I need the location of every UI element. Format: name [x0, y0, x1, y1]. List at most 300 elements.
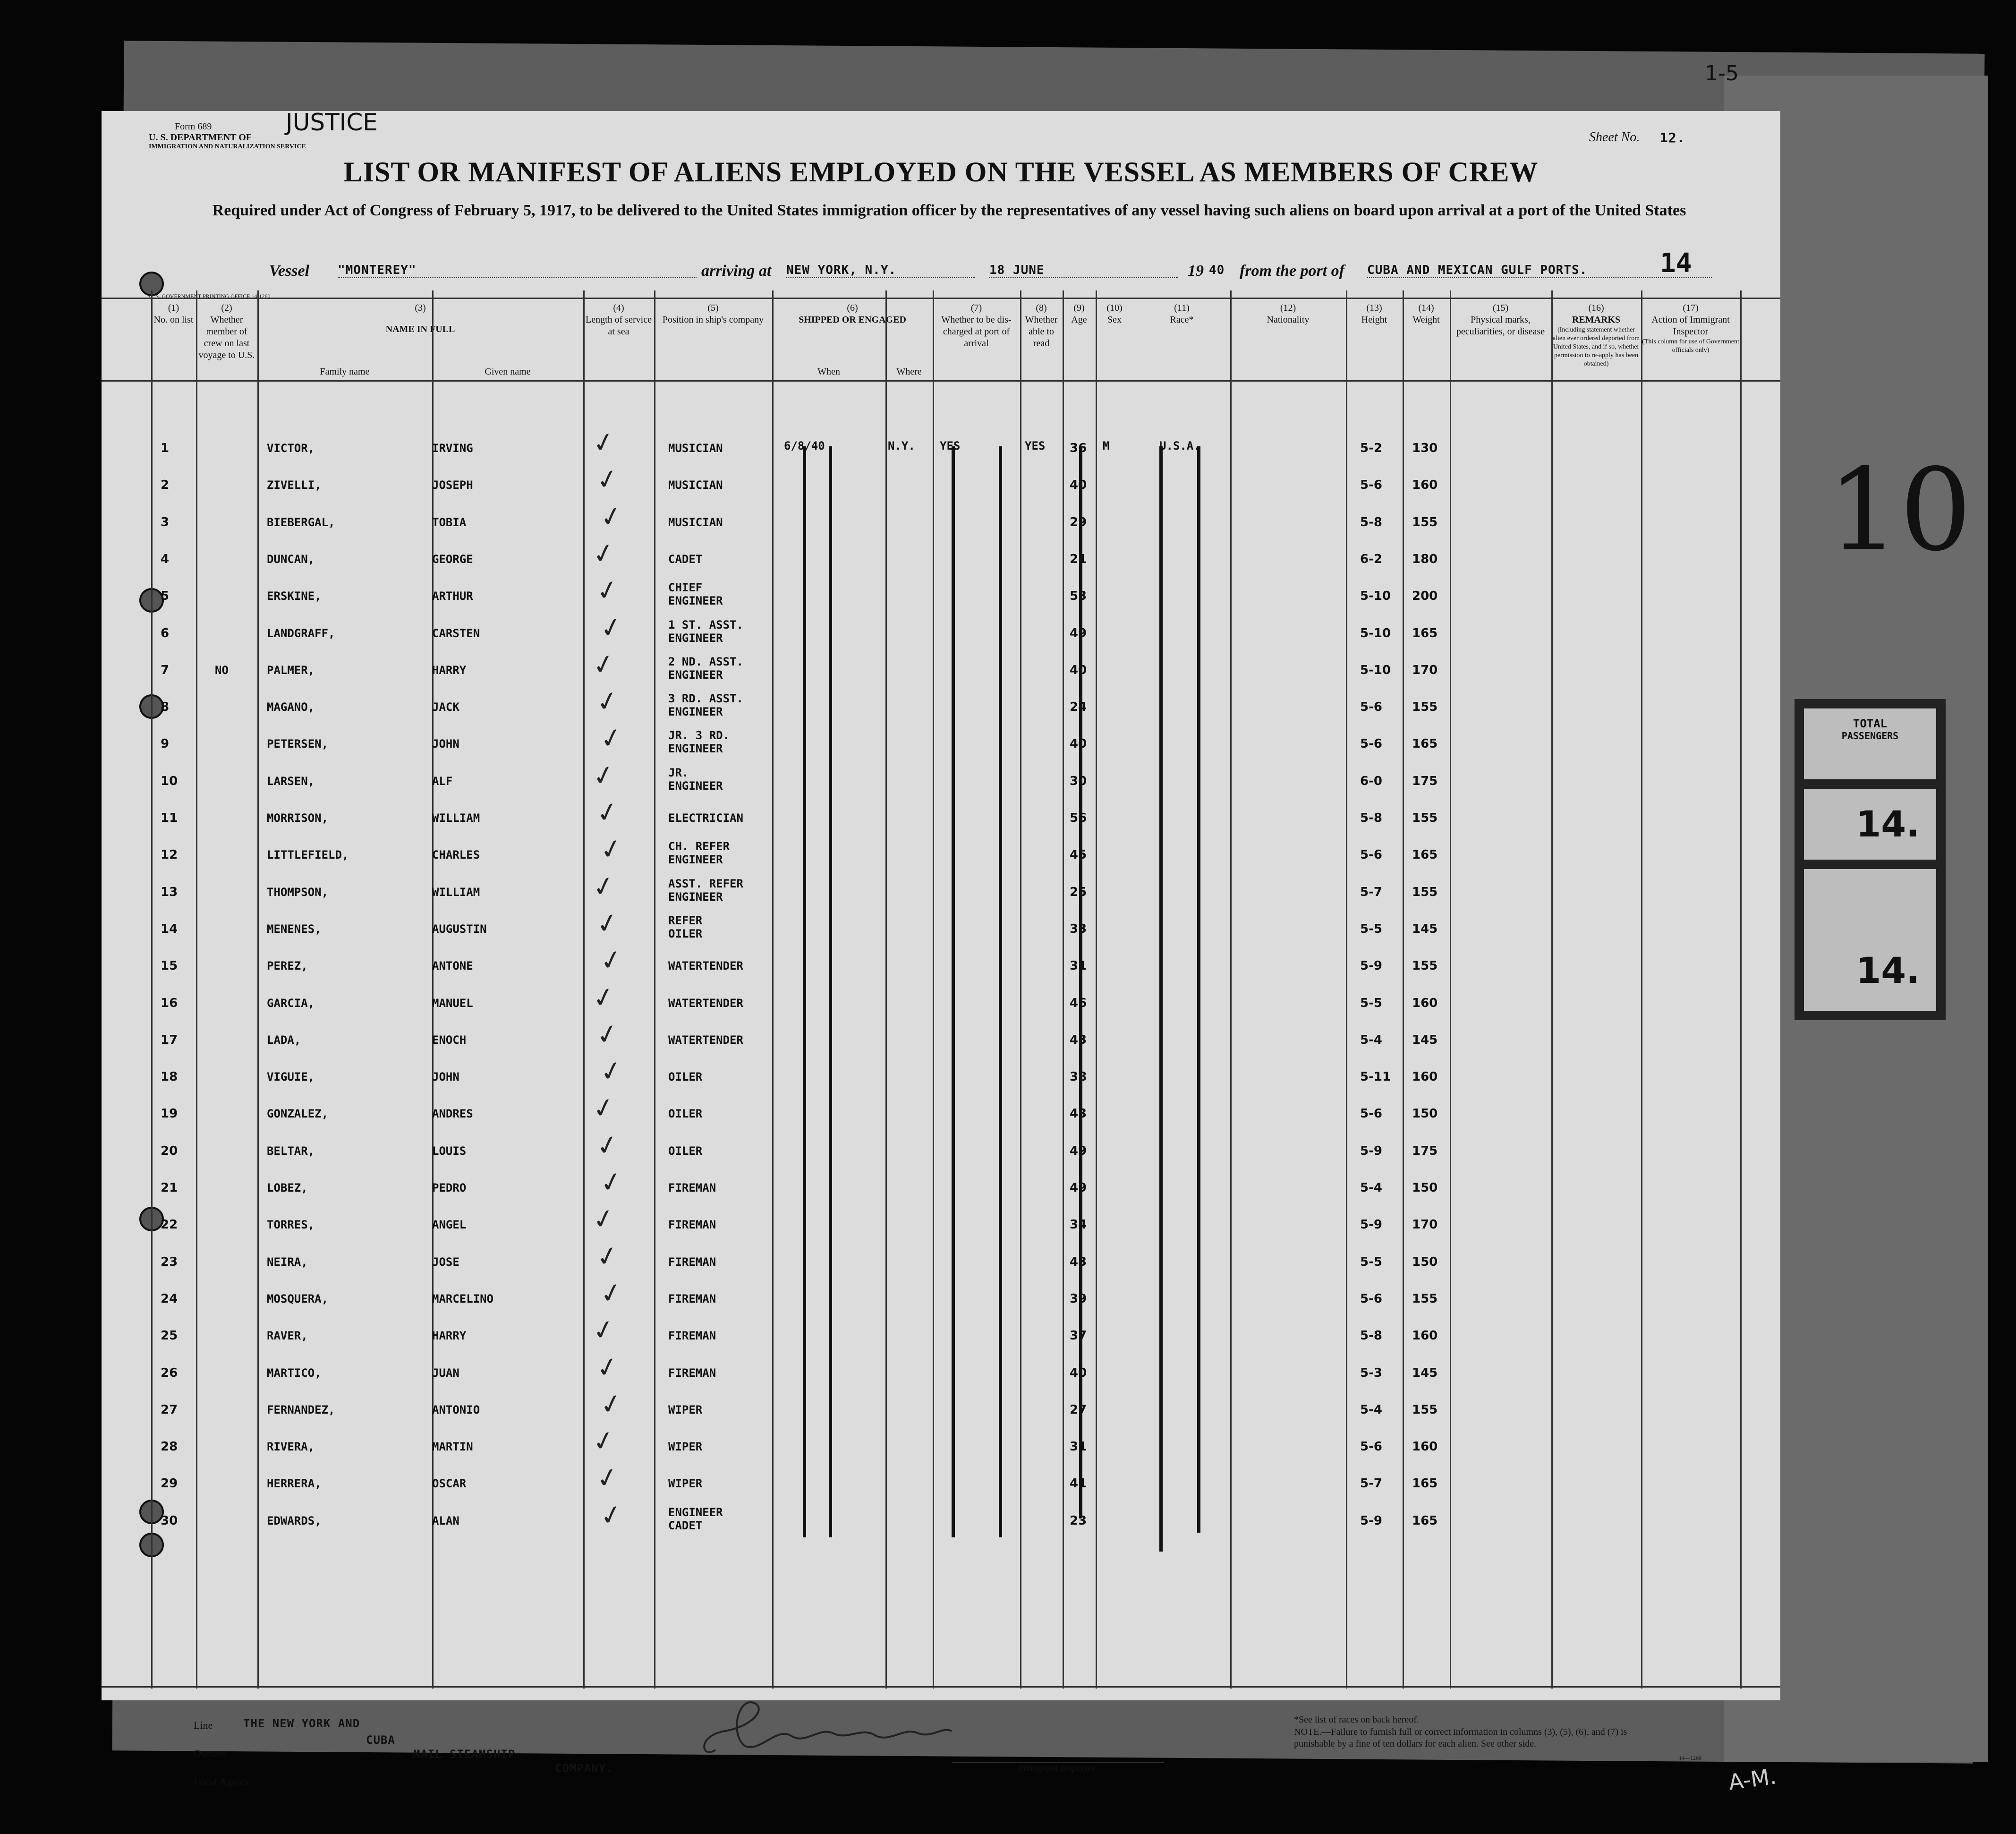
crew-position-line1: WIPER [668, 1403, 703, 1416]
line-value-2: CUBA [366, 1733, 395, 1747]
crew-row [102, 610, 1780, 665]
crew-position [668, 1403, 702, 1416]
crew-position [668, 1070, 702, 1083]
crew-weight: 155 [1412, 515, 1438, 529]
crew-family-name: FERNANDEZ, [267, 1403, 335, 1416]
crew-position [668, 914, 702, 940]
discharged-value: YES [940, 439, 961, 452]
crew-position [668, 1181, 716, 1194]
crew-position-line1: ASST. REFER [668, 877, 743, 890]
crew-family-name: BELTAR, [267, 1144, 315, 1158]
vessel-name: "MONTEREY" [338, 263, 697, 278]
crew-row [102, 1424, 1780, 1478]
col-header-no: (1) No. on list [153, 303, 194, 325]
crew-number: 27 [161, 1403, 178, 1417]
crew-number: 22 [161, 1218, 178, 1232]
crew-position-line1: 3 RD. ASST. [668, 692, 743, 705]
crew-position-line1: FIREMAN [668, 1329, 716, 1342]
crew-weight: 155 [1412, 700, 1438, 714]
tag-count-2: 14. [1804, 940, 1936, 1011]
shipped-when: 6/8/40 [784, 439, 825, 452]
crew-family-name: TORRES, [267, 1218, 315, 1231]
printing-office: U. S. GOVERNMENT PRINTING OFFICE 14-1260 [149, 293, 271, 299]
crew-age: 23 [1070, 1514, 1087, 1528]
crew-height: 5-4 [1360, 1181, 1382, 1195]
crew-age: 30 [1070, 774, 1087, 788]
crew-position [668, 1477, 702, 1490]
crew-age: 31 [1070, 1440, 1087, 1454]
crew-number: 2 [161, 478, 170, 492]
col-header-race: (11) Race* [1170, 303, 1194, 325]
crew-position [668, 766, 723, 793]
crew-position-line1: FIREMAN [668, 1218, 716, 1231]
crew-given-name: OSCAR [432, 1477, 467, 1490]
col-header-shipped: (6) SHIPPED OR ENGAGED [799, 303, 906, 325]
crew-number: 15 [161, 959, 178, 973]
crew-position-line1: MUSICIAN [668, 442, 723, 455]
crew-height: 5-9 [1360, 1218, 1382, 1232]
crew-height: 5-6 [1360, 848, 1382, 862]
service-checkmark-icon: ✓ [593, 684, 622, 719]
service-checkmark-icon: ✓ [589, 758, 618, 793]
crew-age: 40 [1070, 737, 1087, 751]
shipped-where: N.Y. [888, 439, 915, 452]
col-header-discharged: (7) Whether to be dis-charged at port of arrival [941, 303, 1012, 349]
form-number: Form 689 [175, 121, 212, 132]
crew-age: 21 [1070, 552, 1087, 566]
crew-given-name: JOSEPH [432, 478, 473, 492]
crew-height: 5-6 [1360, 1440, 1382, 1454]
crew-number: 30 [161, 1514, 178, 1528]
crew-weight: 155 [1412, 1403, 1438, 1417]
crew-weight: 160 [1412, 996, 1438, 1010]
header-bottom-rule [102, 380, 1780, 382]
crew-position-line1: FIREMAN [668, 1292, 716, 1305]
crew-row [102, 1091, 1780, 1145]
crew-age: 49 [1070, 626, 1087, 640]
crew-weight: 180 [1412, 552, 1438, 566]
service-checkmark-icon: ✓ [589, 1424, 618, 1459]
crew-family-name: MAGANO, [267, 700, 315, 714]
header-top-rule [102, 298, 1780, 299]
crew-height: 5-11 [1360, 1070, 1391, 1084]
read-value: YES [1025, 439, 1046, 452]
crew-weight: 165 [1412, 1476, 1438, 1491]
department-handwritten: JUSTICE [286, 109, 378, 136]
crew-row [102, 573, 1780, 627]
crew-weight: 130 [1412, 441, 1438, 455]
crew-weight: 200 [1412, 589, 1438, 603]
crew-position-line1: 2 ND. ASST. [668, 655, 743, 668]
crew-position-line1: ELECTRICIAN [668, 811, 743, 825]
service-checkmark-icon: ✓ [589, 647, 618, 682]
crew-age: 41 [1070, 1476, 1087, 1491]
service-checkmark-icon: ✓ [597, 499, 626, 535]
crew-row [102, 943, 1780, 997]
service-checkmark-icon: ✓ [589, 980, 618, 1015]
crew-family-name: EDWARDS, [267, 1514, 322, 1527]
bottom-mark: A-M. [1727, 1763, 1778, 1795]
crew-number: 19 [161, 1107, 178, 1121]
crew-age: 45 [1070, 848, 1087, 862]
service-checkmark-icon: ✓ [597, 1165, 626, 1200]
crew-position [668, 959, 743, 972]
arriving-label: arriving at [701, 262, 772, 280]
crew-given-name: ANGEL [432, 1218, 467, 1231]
crew-row [102, 425, 1780, 479]
service-checkmark-icon: ✓ [597, 832, 626, 867]
crew-height: 5-7 [1360, 1476, 1382, 1491]
crew-weight: 145 [1412, 1366, 1438, 1380]
col-header-inspector-action: (17) Action of Immigrant Inspector (This column for use of Government officials only) [1642, 303, 1739, 354]
crew-given-name: TOBIA [432, 516, 467, 529]
inspector-label: Immigrant Inspector. [952, 1762, 1164, 1774]
crew-position-line1: JR. [668, 766, 689, 779]
crew-number: 24 [161, 1292, 178, 1306]
crew-number: 1 [161, 441, 170, 455]
crew-position-line2: ENGINEER [668, 779, 723, 793]
col-header-name: (3) NAME IN FULL [385, 303, 455, 334]
crew-given-name: WILLIAM [432, 811, 480, 825]
crew-given-name: ANTONE [432, 959, 473, 972]
service-checkmark-icon: ✓ [593, 1239, 622, 1274]
crew-last-voyage: NO [215, 664, 229, 677]
crew-family-name: PALMER, [267, 664, 315, 677]
crew-weight: 165 [1412, 737, 1438, 751]
service-line: IMMIGRATION AND NATURALIZATION SERVICE [149, 143, 306, 150]
service-checkmark-icon: ✓ [593, 1350, 622, 1385]
crew-height: 5-7 [1360, 885, 1382, 899]
crew-position [668, 1329, 716, 1342]
crew-family-name: LARSEN, [267, 775, 315, 788]
crew-weight: 150 [1412, 1107, 1438, 1121]
crew-number: 11 [161, 811, 178, 825]
crew-number: 3 [161, 515, 170, 529]
crew-family-name: PETERSEN, [267, 737, 329, 751]
crew-family-name: LANDGRAFF, [267, 627, 335, 640]
crew-weight: 155 [1412, 885, 1438, 899]
crew-given-name: JACK [432, 700, 459, 714]
crew-family-name: MARTICO, [267, 1366, 322, 1380]
crew-position-line1: FIREMAN [668, 1181, 716, 1194]
crew-row [102, 1239, 1780, 1293]
manifest-sheet [102, 109, 1780, 1788]
owners-label: Owners [194, 1748, 226, 1759]
crew-position-line1: OILER [668, 1070, 703, 1083]
arrival-date: 18 JUNE [989, 263, 1178, 278]
crew-weight: 160 [1412, 1440, 1438, 1454]
crew-number: 29 [161, 1476, 178, 1491]
crew-height: 5-6 [1360, 1292, 1382, 1306]
crew-position-line1: ENGINEER [668, 1506, 723, 1519]
crew-weight: 170 [1412, 663, 1438, 677]
crew-age: 25 [1070, 885, 1087, 899]
crew-height: 5-9 [1360, 1514, 1382, 1528]
crew-age: 43 [1070, 1255, 1087, 1269]
crew-given-name: WILLIAM [432, 886, 480, 899]
crew-height: 5-5 [1360, 922, 1382, 936]
service-checkmark-icon: ✓ [589, 425, 618, 461]
crew-position-line1: WATERTENDER [668, 997, 743, 1010]
crew-position-line1: OILER [668, 1144, 703, 1158]
arrival-year: 40 [1209, 263, 1225, 277]
crew-row [102, 758, 1780, 812]
crew-height: 5-6 [1360, 1107, 1382, 1121]
crew-age: 40 [1070, 1366, 1087, 1380]
crew-position-line1: FIREMAN [668, 1366, 716, 1380]
crew-row [102, 536, 1780, 590]
crew-height: 5-4 [1360, 1033, 1382, 1047]
crew-age: 24 [1070, 700, 1087, 714]
crew-row [102, 1313, 1780, 1367]
crew-weight: 165 [1412, 848, 1438, 862]
crew-age: 43 [1070, 1107, 1087, 1121]
service-checkmark-icon: ✓ [589, 536, 618, 572]
crew-weight: 145 [1412, 1033, 1438, 1047]
crew-position-line1: MUSICIAN [668, 478, 723, 492]
crew-position-line2: OILER [668, 927, 703, 940]
crew-row [102, 1202, 1780, 1256]
crew-position [668, 1218, 716, 1231]
crew-family-name: VICTOR, [267, 442, 315, 455]
crew-weight: 165 [1412, 626, 1438, 640]
crew-position-line1: MUSICIAN [668, 516, 723, 529]
crew-given-name: GEORGE [432, 553, 473, 566]
crew-given-name: MANUEL [432, 997, 473, 1010]
crew-family-name: VIGUIE, [267, 1070, 315, 1083]
crew-row [102, 869, 1780, 923]
document-title: LIST OR MANIFEST OF ALIENS EMPLOYED ON THE VESSEL AS MEMBERS OF CREW [343, 156, 1539, 188]
crew-weight: 150 [1412, 1255, 1438, 1269]
crew-position [668, 1440, 702, 1453]
agents-value: COMPANY. [555, 1762, 613, 1775]
crew-given-name: HARRY [432, 664, 467, 677]
crew-number: 20 [161, 1144, 178, 1158]
service-checkmark-icon: ✓ [593, 573, 622, 608]
crew-age: 29 [1070, 515, 1087, 529]
crew-number: 9 [161, 737, 170, 751]
crew-position [668, 997, 743, 1010]
crew-height: 5-5 [1360, 996, 1382, 1010]
service-checkmark-icon: ✓ [597, 943, 626, 978]
crew-age: 34 [1070, 1218, 1087, 1232]
crew-row [102, 462, 1780, 516]
crew-age: 49 [1070, 1181, 1087, 1195]
crew-row [102, 499, 1780, 554]
crew-position [668, 840, 730, 866]
crew-family-name: MENENES, [267, 922, 322, 936]
service-checkmark-icon: ✓ [597, 1276, 626, 1311]
crew-position [668, 442, 723, 455]
crew-row [102, 1054, 1780, 1108]
crew-row [102, 1387, 1780, 1441]
crew-number: 8 [161, 700, 170, 714]
crew-family-name: RAVER, [267, 1329, 308, 1342]
crew-family-name: MOSQUERA, [267, 1292, 329, 1305]
inspector-signature [697, 1698, 961, 1769]
col-header-age: (9) Age [1071, 303, 1087, 325]
fine-note: NOTE.—Failure to furnish full or correct information in columns (3), (5), (6), and (7) is punishable by a fine of ten dollars for each alien. See other side. [1294, 1727, 1627, 1749]
crew-height: 5-3 [1360, 1366, 1382, 1380]
crew-position-line1: FIREMAN [668, 1255, 716, 1269]
crew-height: 5-10 [1360, 626, 1391, 640]
crew-age: 37 [1070, 1329, 1087, 1343]
crew-given-name: LOUIS [432, 1144, 467, 1158]
crew-weight: 160 [1412, 1070, 1438, 1084]
crew-position [668, 655, 743, 682]
crew-position-line1: WATERTENDER [668, 959, 743, 972]
crew-number: 25 [161, 1329, 178, 1343]
service-checkmark-icon: ✓ [593, 1460, 622, 1496]
crew-position-line1: WIPER [668, 1440, 703, 1453]
crew-position-line1: JR. 3 RD. [668, 729, 730, 742]
owners-value: MAIL STEAMSHIP [413, 1748, 516, 1761]
crew-weight: 155 [1412, 959, 1438, 973]
crew-given-name: JOHN [432, 737, 459, 751]
crew-row [102, 1350, 1780, 1404]
crew-weight: 175 [1412, 774, 1438, 788]
crew-position [668, 1506, 723, 1532]
crew-position-line1: 1 ST. ASST. [668, 618, 743, 631]
crew-position [668, 877, 743, 904]
crew-height: 5-9 [1360, 1144, 1382, 1158]
crew-row [102, 1017, 1780, 1071]
crew-age: 40 [1070, 663, 1087, 677]
crew-family-name: LITTLEFIELD, [267, 848, 349, 862]
crew-weight: 155 [1412, 1292, 1438, 1306]
crew-given-name: AUGUSTIN [432, 922, 487, 936]
crew-position [668, 1107, 702, 1120]
crew-given-name: MARTIN [432, 1440, 473, 1453]
crew-height: 5-6 [1360, 700, 1382, 714]
crew-height: 5-5 [1360, 1255, 1382, 1269]
crew-row [102, 832, 1780, 886]
crew-weight: 145 [1412, 922, 1438, 936]
crew-family-name: RIVERA, [267, 1440, 315, 1453]
crew-height: 5-9 [1360, 959, 1382, 973]
crew-number: 10 [161, 774, 178, 788]
crew-given-name: ARTHUR [432, 589, 473, 603]
crew-position [668, 581, 723, 607]
crew-family-name: DUNCAN, [267, 553, 315, 566]
crew-row [102, 1498, 1780, 1552]
crew-family-name: ZIVELLI, [267, 478, 322, 492]
crew-given-name: JOSE [432, 1255, 459, 1269]
crew-number: 12 [161, 848, 178, 862]
vessel-count: 14 [1660, 248, 1692, 279]
crew-given-name: ALF [432, 775, 453, 788]
crew-position [668, 553, 702, 566]
crew-height: 6-0 [1360, 774, 1382, 788]
crew-family-name: LADA, [267, 1033, 301, 1047]
crew-position [668, 516, 723, 529]
col-header-position: (5) Position in ship's company [662, 303, 764, 325]
crew-position-line2: ENGINEER [668, 742, 723, 755]
agents-label: Local Agents [194, 1776, 249, 1788]
crew-position-line1: CADET [668, 553, 703, 566]
crew-age: 39 [1070, 1292, 1087, 1306]
crew-position [668, 1292, 716, 1305]
crew-family-name: LOBEZ, [267, 1181, 308, 1194]
service-checkmark-icon: ✓ [589, 1091, 618, 1126]
crew-given-name: CHARLES [432, 848, 480, 862]
crew-family-name: GONZALEZ, [267, 1107, 329, 1120]
crew-position [668, 811, 743, 825]
nationality-value: U.S.A. [1159, 439, 1200, 452]
tag-count-1: 14. [1804, 789, 1936, 860]
crew-age: 33 [1070, 922, 1087, 936]
crew-number: 28 [161, 1440, 178, 1454]
crew-height: 5-8 [1360, 1329, 1382, 1343]
crew-number: 17 [161, 1033, 178, 1047]
crew-position [668, 692, 743, 718]
crew-weight: 165 [1412, 1514, 1438, 1528]
from-port: CUBA AND MEXICAN GULF PORTS. [1367, 263, 1712, 278]
crew-position-line1: WATERTENDER [668, 1033, 743, 1047]
crew-height: 5-6 [1360, 478, 1382, 492]
crew-position-line2: CADET [668, 1519, 703, 1532]
service-checkmark-icon: ✓ [589, 1202, 618, 1237]
crew-number: 5 [161, 589, 170, 603]
col-header-physical-marks: (15) Physical marks, peculiarities, or disease [1456, 303, 1545, 337]
crew-height: 5-8 [1360, 515, 1382, 529]
crew-age: 40 [1070, 478, 1087, 492]
crew-given-name: ANDRES [432, 1107, 473, 1120]
col-header-remarks: (16) REMARKS (Including statement whether alien ever ordered deported from United States, and if so, whether permission to re-apply has been obtained) [1552, 303, 1640, 367]
crew-weight: 175 [1412, 1144, 1438, 1158]
crew-age: 31 [1070, 959, 1087, 973]
crew-position-line1: WIPER [668, 1477, 703, 1490]
crew-age: 43 [1070, 1033, 1087, 1047]
crew-row [102, 684, 1780, 738]
crew-number: 21 [161, 1181, 178, 1195]
crew-given-name: MARCELINO [432, 1292, 494, 1305]
crew-age: 56 [1070, 811, 1087, 825]
crew-family-name: GARCIA, [267, 997, 315, 1010]
crew-height: 5-6 [1360, 737, 1382, 751]
crew-position-line1: REFER [668, 914, 703, 927]
service-checkmark-icon: ✓ [597, 1054, 626, 1089]
crew-given-name: JUAN [432, 1366, 459, 1380]
crew-given-name: JOHN [432, 1070, 459, 1083]
crew-given-name: IRVING [432, 442, 473, 455]
crew-given-name: PEDRO [432, 1181, 467, 1194]
service-checkmark-icon: ✓ [597, 610, 626, 646]
col-header-nationality: (12) Nationality [1267, 303, 1310, 325]
col-header-weight: (14) Weight [1412, 303, 1440, 325]
service-checkmark-icon: ✓ [593, 462, 622, 497]
crew-position-line2: ENGINEER [668, 668, 723, 682]
crew-age: 46 [1070, 996, 1087, 1010]
crew-row [102, 1165, 1780, 1219]
service-checkmark-icon: ✓ [597, 1387, 626, 1422]
crew-row [102, 795, 1780, 849]
crew-row [102, 1128, 1780, 1182]
crew-position-line1: CH. REFER [668, 840, 730, 853]
crew-position-line2: ENGINEER [668, 890, 723, 904]
crew-row [102, 906, 1780, 960]
service-checkmark-icon: ✓ [589, 1313, 618, 1348]
department-line: U. S. DEPARTMENT OF [149, 132, 252, 143]
crew-age: 53 [1070, 589, 1087, 603]
crew-position-line2: ENGINEER [668, 631, 723, 645]
crew-row [102, 721, 1780, 775]
races-note: *See list of races on back hereof. [1294, 1715, 1419, 1725]
crew-number: 26 [161, 1366, 178, 1380]
crew-height: 5-8 [1360, 811, 1382, 825]
arriving-port: NEW YORK, N.Y. [786, 263, 975, 278]
crew-number: 6 [161, 626, 170, 640]
